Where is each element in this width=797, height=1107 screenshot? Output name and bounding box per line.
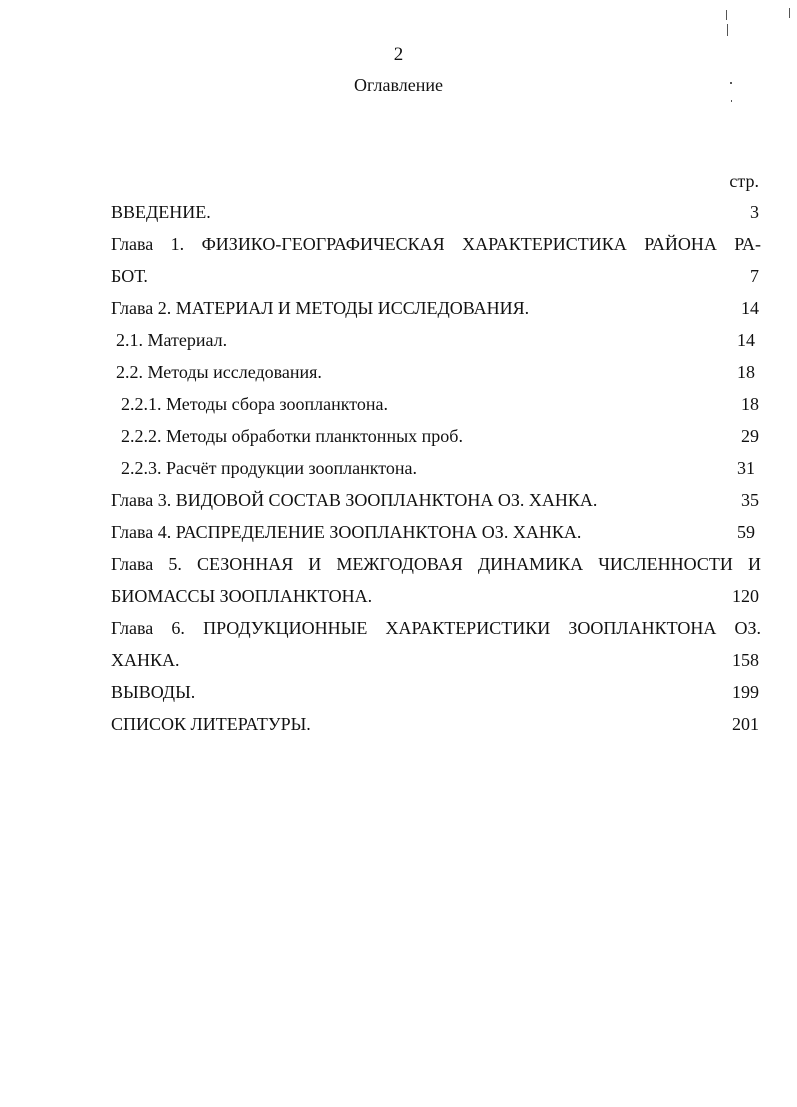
toc-entry-title: Глава 4. РАСПРЕДЕЛЕНИЕ ЗООПЛАНКТОНА ОЗ. ХАНКА. — [111, 522, 582, 542]
toc-entry-page: 7 — [750, 266, 759, 286]
toc-entry-page: 59 — [737, 522, 755, 542]
toc-entry — [111, 612, 761, 644]
toc-entry — [111, 228, 761, 260]
toc-entry-page: 29 — [741, 426, 759, 446]
toc-entry-page: 18 — [741, 394, 759, 414]
toc-entry — [111, 580, 761, 612]
toc-entry-title: СПИСОК ЛИТЕРАТУРЫ. — [111, 714, 311, 734]
toc-entry-page: 31 — [737, 458, 755, 478]
toc-entry-page: 35 — [741, 490, 759, 510]
toc-entry — [111, 292, 761, 324]
toc-entry-title: БИОМАССЫ ЗООПЛАНКТОНА. — [111, 586, 373, 606]
toc-entry — [111, 516, 761, 548]
toc-entry-page: 201 — [732, 714, 759, 734]
toc-entry-title: Глава 2. МАТЕРИАЛ И МЕТОДЫ ИССЛЕДОВАНИЯ. — [111, 298, 530, 318]
scan-artifact — [726, 10, 727, 20]
toc-entry-title: ХАНКА. — [111, 650, 180, 670]
toc-entry-title: 2.2.3. Расчёт продукции зоопланктона. — [121, 458, 417, 478]
toc-title: Оглавление — [354, 75, 443, 95]
toc-entry-title: Глава 1. ФИЗИКО-ГЕОГРАФИЧЕСКАЯ ХАРАКТЕРИСТИКА РАЙОНА РА- — [111, 234, 761, 254]
page-number: 2 — [393, 44, 404, 65]
toc-entry-title: 2.1. Материал. — [116, 330, 228, 350]
toc-entry-page: 14 — [737, 330, 755, 350]
toc-entry-title: 2.2. Методы исследования. — [116, 362, 322, 382]
toc-entry — [111, 452, 761, 484]
table-of-contents — [111, 196, 761, 740]
toc-entry — [111, 420, 761, 452]
toc-entry-title: ВВЕДЕНИЕ. — [111, 202, 211, 222]
toc-entry — [111, 708, 761, 740]
scan-artifact — [731, 100, 732, 102]
toc-entry — [111, 356, 761, 388]
toc-entry — [111, 196, 761, 228]
toc-entry-title: 2.2.1. Методы сбора зоопланктона. — [121, 394, 388, 414]
toc-entry — [111, 324, 761, 356]
toc-entry-title: Глава 6. ПРОДУКЦИОННЫЕ ХАРАКТЕРИСТИКИ ЗООПЛАНКТОНА ОЗ. — [111, 618, 761, 638]
toc-entry-page: 199 — [732, 682, 759, 702]
toc-entry — [111, 676, 761, 708]
toc-entry-title: 2.2.2. Методы обработки планктонных проб. — [121, 426, 463, 446]
scan-artifact — [730, 82, 732, 84]
toc-entry-page: 120 — [732, 586, 759, 606]
toc-entry-title: Глава 5. СЕЗОННАЯ И МЕЖГОДОВАЯ ДИНАМИКА ЧИСЛЕННОСТИ И — [111, 554, 761, 574]
toc-entry-page: 3 — [750, 202, 759, 222]
toc-entry — [111, 260, 761, 292]
toc-entry — [111, 484, 761, 516]
scan-artifact — [727, 24, 728, 36]
toc-entry — [111, 548, 761, 580]
toc-entry — [111, 388, 761, 420]
toc-entry-page: 18 — [737, 362, 755, 382]
toc-entry-title: БОТ. — [111, 266, 148, 286]
toc-entry-page: 14 — [741, 298, 759, 318]
toc-entry — [111, 644, 761, 676]
toc-entry-title: ВЫВОДЫ. — [111, 682, 196, 702]
toc-entry-page: 158 — [732, 650, 759, 670]
pages-column-label: стр. — [729, 171, 759, 191]
toc-entry-title: Глава 3. ВИДОВОЙ СОСТАВ ЗООПЛАНКТОНА ОЗ. ХАНКА. — [111, 490, 598, 510]
scan-artifact — [789, 8, 790, 18]
